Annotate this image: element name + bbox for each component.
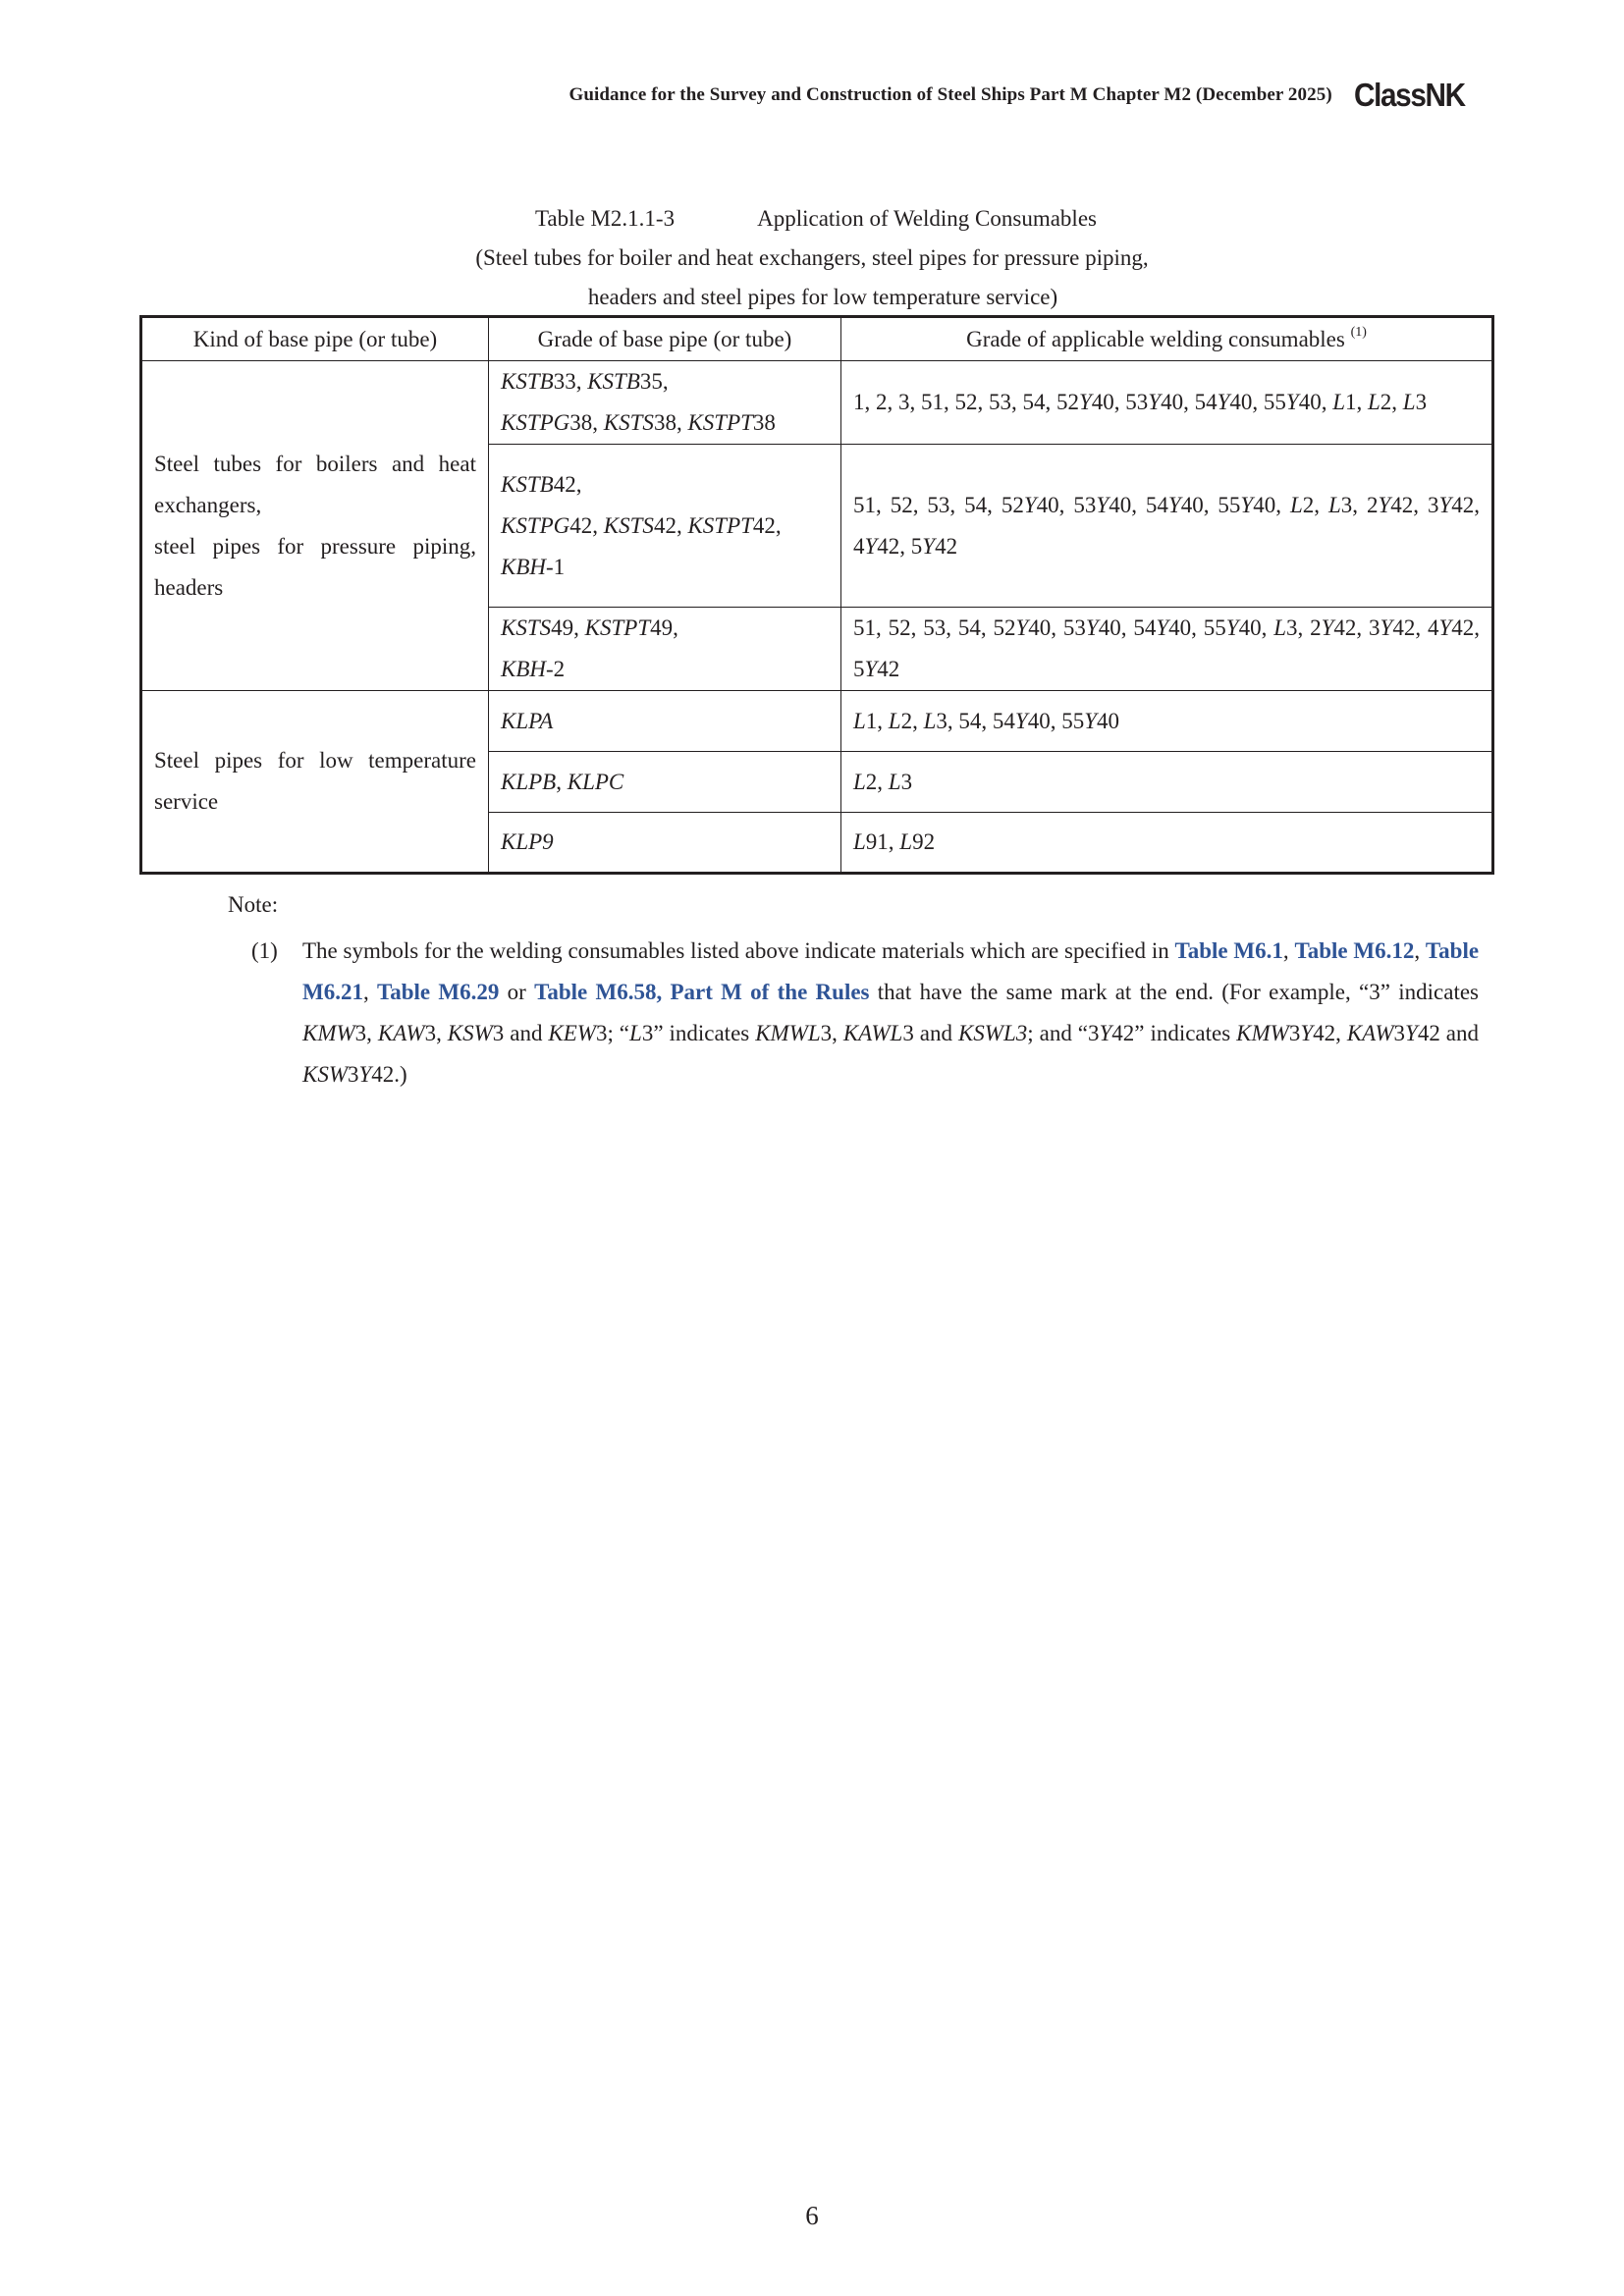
footnote (251, 931, 1479, 1095)
table-title: Application of Welding Consumables (757, 206, 1097, 231)
page-header (568, 79, 1477, 111)
header-title: Guidance for the Survey and Construction of Steel Ships Part M Chapter M2 (December 2025) (568, 83, 1332, 105)
footnote-text: The symbols for the welding consumables listed above indicate materials which are specified in Table M6.1, Table M6.12, Table M6.21, Table M6.29 or Table M6.58, Part M of the Rules that have the same mark at the end. (For example, “3” indicates KMW3, KAW3, KSW3 and KEW3; “L3” indicates KMWL3, KAWL3 and KSWL3; and “3Y42” indicates KMW3Y42, KAW3Y42 and KSW3Y42.) (302, 938, 1480, 1087)
header-welding: Grade of applicable welding consumables $^{(1)}$ (841, 317, 1493, 361)
welding-cell: L1, L2, L3, 54, 54Y40, 55Y40 (841, 691, 1493, 752)
table-header-row (141, 317, 1493, 361)
grade-cell: KLPA (489, 691, 841, 752)
footnote-ref: (1) (1350, 324, 1367, 340)
link-table-m6-12[interactable]: Table M6.12 (1294, 938, 1415, 963)
welding-cell: L2, L3 (841, 752, 1493, 813)
welding-cell: 51, 52, 53, 54, 52Y40, 53Y40, 54Y40, 55Y40, L3, 2Y42, 3Y42, 4Y42, 5Y42 (841, 608, 1493, 691)
link-table-m6-58-part-m[interactable]: Table M6.58, Part M of the Rules (534, 980, 870, 1004)
header-kind: Kind of base pipe (or tube) (141, 317, 489, 361)
grade-cell: KSTB33, KSTB35, KSTPG38, KSTS38, KSTPT38 (489, 361, 841, 445)
link-table-m6-21[interactable]: Table M6.21 (302, 938, 1480, 1004)
table-caption (0, 199, 1624, 317)
kind-boiler-cell: Steel tubes for boilers and heat exchangers, steel pipes for pressure piping, headers (141, 361, 489, 691)
table-row (141, 691, 1493, 752)
welding-cell: L91, L92 (841, 813, 1493, 874)
caption-subtitle-line1: (Steel tubes for boiler and heat exchangers, steel pipes for pressure piping, (475, 245, 1149, 270)
table-row (141, 361, 1493, 445)
grade-cell: KSTB42, KSTPG42, KSTS42, KSTPT42, KBH-1 (489, 445, 841, 608)
welding-cell: 1, 2, 3, 51, 52, 53, 54, 52Y40, 53Y40, 54Y40, 55Y40, L1, L2, L3 (841, 361, 1493, 445)
footnote-number: (1) (251, 938, 278, 963)
note-label: Note: (228, 892, 279, 917)
grade-cell: KLP9 (489, 813, 841, 874)
table-id: Table M2.1.1-3 (534, 206, 676, 231)
link-table-m6-1[interactable]: Table M6.1 (1174, 938, 1283, 963)
link-table-m6-29[interactable]: Table M6.29 (377, 980, 500, 1004)
page-number: 6 (805, 2201, 819, 2230)
classnk-logo: ClassNK (1353, 77, 1465, 113)
welding-cell: 51, 52, 53, 54, 52Y40, 53Y40, 54Y40, 55Y40, L2, L3, 2Y42, 3Y42, 4Y42, 5Y42 (841, 445, 1493, 608)
welding-consumables-table (139, 315, 1494, 875)
grade-cell: KSTS49, KSTPT49, KBH-2 (489, 608, 841, 691)
kind-lowtemp-cell: Steel pipes for low temperature service (141, 691, 489, 874)
header-grade: Grade of base pipe (or tube) (489, 317, 841, 361)
caption-subtitle-line2: headers and steel pipes for low temperature service) (587, 285, 1058, 309)
grade-cell: KLPB, KLPC (489, 752, 841, 813)
